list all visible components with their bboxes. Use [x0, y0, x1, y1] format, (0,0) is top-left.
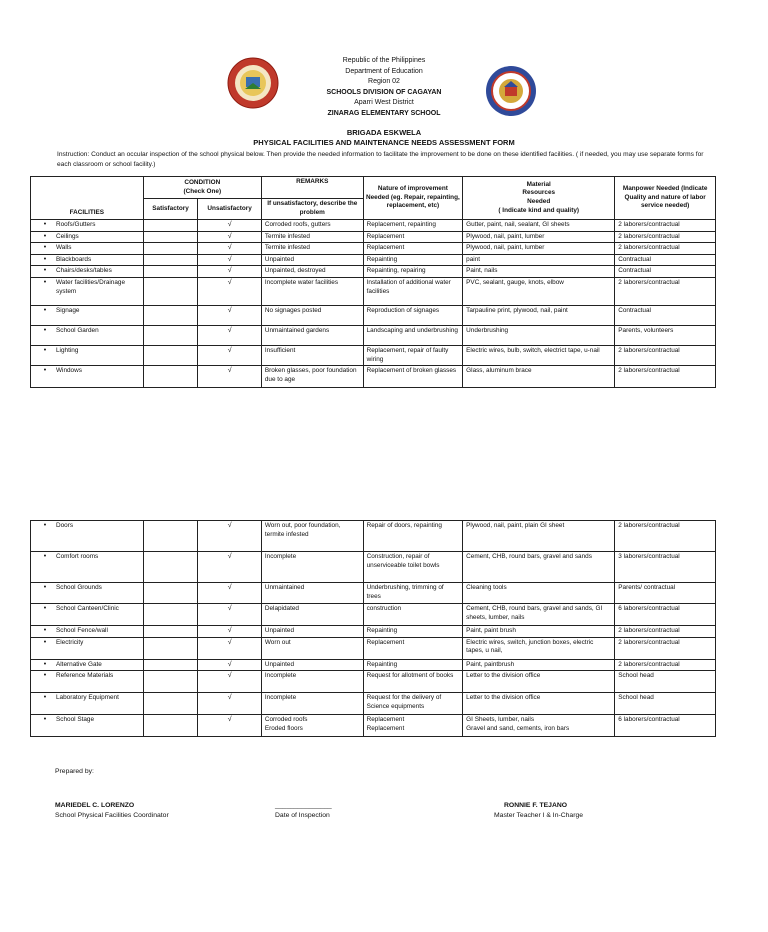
assessment-table-1: [30, 176, 716, 388]
facility-cell: [31, 231, 144, 243]
improvement-cell: Request for the delivery of Science equipments: [363, 693, 463, 715]
material-cell: Glass, aluminum brace: [463, 366, 615, 388]
check-mark-icon: √: [227, 244, 232, 252]
table-row: [31, 583, 716, 604]
date-label: Date of Inspection: [275, 812, 330, 819]
facility-cell: [31, 521, 144, 552]
satisfactory-cell: [143, 305, 198, 325]
facility-name: Windows: [56, 367, 82, 375]
facility-cell: [31, 637, 144, 659]
material-cell: Underbrushing: [463, 325, 615, 345]
table-row: [31, 305, 716, 325]
facility-cell: [31, 583, 144, 604]
remarks-cell: Delapidated: [261, 604, 363, 626]
manpower-cell: Contractual: [615, 305, 716, 325]
unsatisfactory-cell: [198, 604, 261, 626]
material-cell: Plywood, nail, paint, plain GI sheet: [463, 521, 615, 552]
material-cell: Paint, nails: [463, 266, 615, 278]
remarks-cell: Insufficient: [261, 345, 363, 365]
facility-name: Chairs/desks/tables: [56, 267, 112, 275]
header-check-one: (Check One): [183, 187, 222, 195]
check-mark-icon: √: [227, 522, 232, 529]
manpower-cell: Parents/ contractual: [615, 583, 716, 604]
manpower-cell: Contractual: [615, 254, 716, 266]
remarks-cell: Worn out, poor foundation, termite infested: [261, 521, 363, 552]
unsatisfactory-cell: [198, 521, 261, 552]
check-mark-icon: √: [227, 255, 232, 263]
improvement-cell: Replacement of broken glasses: [363, 366, 463, 388]
satisfactory-cell: [143, 366, 198, 388]
bullet-icon: •: [43, 278, 47, 286]
material-cell: Electric wires, switch, junction boxes, electric tapes, u nail,: [463, 637, 615, 659]
signatory-2: [494, 801, 583, 821]
check-mark-icon: √: [227, 232, 232, 240]
facility-cell: [31, 715, 144, 737]
table-row: [31, 626, 716, 638]
header-material-1: Material: [526, 180, 551, 188]
check-mark-icon: √: [227, 326, 232, 334]
facility-cell: [31, 266, 144, 278]
table-row: [31, 521, 716, 552]
improvement-cell: Installation of additional water facilities: [363, 277, 463, 305]
remarks-cell: Unmaintained gardens: [261, 325, 363, 345]
bullet-icon: •: [43, 221, 47, 228]
table-row: [31, 671, 716, 693]
check-mark-icon: √: [227, 694, 232, 702]
bullet-icon: •: [43, 522, 47, 529]
improvement-cell: Repainting: [363, 254, 463, 266]
facility-cell: [31, 277, 144, 305]
manpower-cell: 2 laborers/contractual: [615, 366, 716, 388]
table-row: [31, 552, 716, 583]
unsatisfactory-cell: [198, 693, 261, 715]
unsatisfactory-cell: [198, 583, 261, 604]
material-cell: paint: [463, 254, 615, 266]
check-mark-icon: √: [227, 553, 232, 560]
check-mark-icon: √: [227, 660, 232, 668]
bullet-icon: •: [43, 553, 47, 560]
bullet-icon: •: [43, 232, 47, 240]
signatory-1-role: School Physical Facilities Coordinator: [55, 812, 169, 819]
header-improvement: Nature of improvement Needed (eg. Repair, repainting, replacement, etc): [363, 177, 463, 220]
material-cell: Electric wires, bulb, switch, electrict tape, u-nail: [463, 345, 615, 365]
signatory-1: [55, 801, 169, 821]
manpower-cell: 2 laborers/contractual: [615, 626, 716, 638]
check-mark-icon: √: [227, 584, 232, 591]
manpower-cell: 2 laborers/contractual: [615, 637, 716, 659]
material-cell: Paint, paint brush: [463, 626, 615, 638]
header-manpower: Manpower Needed (Indicate Quality and nature of labor service needed): [615, 177, 716, 220]
division-text: SCHOOLS DIVISION OF CAGAYAN: [326, 88, 442, 96]
material-cell: Tarpauline print, plywood, nail, paint: [463, 305, 615, 325]
material-cell: Cement, CHB, round bars, gravel and sands, GI sheets, lumber, nails: [463, 604, 615, 626]
remarks-cell: Worn out: [261, 637, 363, 659]
satisfactory-cell: [143, 583, 198, 604]
remarks-cell: Termite infested: [261, 231, 363, 243]
table-row: [31, 277, 716, 305]
material-cell: GI Sheets, lumber, nails Gravel and sand, cements, iron bars: [463, 715, 615, 737]
check-mark-icon: √: [227, 221, 232, 228]
facility-name: School Canteen/Clinic: [56, 605, 119, 612]
remarks-cell: Incomplete: [261, 693, 363, 715]
satisfactory-cell: [143, 659, 198, 671]
bullet-icon: •: [43, 255, 47, 263]
facility-name: School Garden: [56, 326, 99, 334]
remarks-cell: Unpainted: [261, 254, 363, 266]
check-mark-icon: √: [227, 716, 232, 724]
check-mark-icon: √: [227, 267, 232, 275]
unsatisfactory-cell: [198, 659, 261, 671]
satisfactory-cell: [143, 345, 198, 365]
facility-name: Water facilities/Drainage system: [56, 278, 126, 295]
republic-text: Republic of the Philippines: [342, 57, 426, 64]
unsatisfactory-cell: [198, 671, 261, 693]
inspection-date: [275, 801, 332, 821]
facility-cell: [31, 693, 144, 715]
facility-cell: [31, 552, 144, 583]
facility-name: School Grounds: [56, 584, 102, 591]
remarks-cell: Incomplete: [261, 552, 363, 583]
facility-cell: [31, 345, 144, 365]
material-cell: Cleaning tools: [463, 583, 615, 604]
unsatisfactory-cell: [198, 552, 261, 583]
material-cell: Letter to the division office: [463, 671, 615, 693]
bullet-icon: •: [43, 306, 47, 314]
table-row: [31, 637, 716, 659]
satisfactory-cell: [143, 325, 198, 345]
table-row: [31, 659, 716, 671]
remarks-cell: Unmaintained: [261, 583, 363, 604]
bullet-icon: •: [43, 672, 47, 680]
unsatisfactory-cell: [198, 243, 261, 255]
facility-name: Comfort rooms: [56, 553, 99, 560]
manpower-cell: Parents, volunteers: [615, 325, 716, 345]
improvement-cell: Reproduction of signages: [363, 305, 463, 325]
facility-name: School Fence/wall: [56, 627, 108, 634]
prepared-by-label: Prepared by:: [55, 768, 94, 775]
unsatisfactory-cell: [198, 637, 261, 659]
material-cell: PVC, sealant, gauge, knots, elbow: [463, 277, 615, 305]
unsatisfactory-cell: [198, 325, 261, 345]
manpower-cell: 2 laborers/contractual: [615, 659, 716, 671]
facility-name: Blackboards: [56, 255, 92, 263]
facility-cell: [31, 243, 144, 255]
table-row: [31, 366, 716, 388]
table-row: [31, 266, 716, 278]
remarks-cell: Corroded roofs Eroded floors: [261, 715, 363, 737]
form-title: BRIGADA ESKWELA: [346, 128, 422, 137]
improvement-cell: Repainting: [363, 659, 463, 671]
manpower-cell: 2 laborers/contractual: [615, 521, 716, 552]
remarks-cell: Broken glasses, poor foundation due to age: [261, 366, 363, 388]
signatory-1-name: MARIEDEL C. LORENZO: [55, 802, 135, 809]
satisfactory-cell: [143, 671, 198, 693]
bullet-icon: •: [43, 605, 47, 612]
facility-name: Walls: [56, 244, 72, 252]
facility-name: Alternative Gate: [56, 660, 102, 668]
department-text: Department of Education: [345, 67, 423, 75]
satisfactory-cell: [143, 693, 198, 715]
satisfactory-cell: [143, 637, 198, 659]
facility-cell: [31, 366, 144, 388]
table-row: [31, 231, 716, 243]
header-material-3: Needed: [527, 198, 551, 205]
facility-name: Doors: [56, 522, 74, 529]
header-material-2: Resources: [522, 189, 556, 197]
unsatisfactory-cell: [198, 345, 261, 365]
check-mark-icon: √: [227, 638, 232, 646]
improvement-cell: construction: [363, 604, 463, 626]
check-mark-icon: √: [227, 278, 232, 286]
unsatisfactory-cell: [198, 254, 261, 266]
facility-name: Electricity: [56, 638, 84, 646]
manpower-cell: Contractual: [615, 266, 716, 278]
improvement-cell: Construction, repair of unserviceable toilet bowls: [363, 552, 463, 583]
signatory-2-role: Master Teacher I & In-Charge: [494, 812, 584, 819]
material-cell: Paint, paintbrush: [463, 659, 615, 671]
facility-cell: [31, 626, 144, 638]
unsatisfactory-cell: [198, 626, 261, 638]
remarks-cell: Unpainted, destroyed: [261, 266, 363, 278]
unsatisfactory-cell: [198, 220, 261, 232]
table-row: [31, 325, 716, 345]
satisfactory-cell: [143, 552, 198, 583]
header-material-4: ( Indicate kind and quality): [498, 206, 580, 214]
header-unsatisfactory: Unsatisfactory: [198, 199, 261, 220]
signatory-2-name: RONNIE F. TEJANO: [504, 802, 568, 809]
header-facilities: FACILITIES: [31, 177, 144, 220]
improvement-cell: Replacement: [363, 231, 463, 243]
facility-cell: [31, 254, 144, 266]
check-mark-icon: √: [227, 627, 232, 634]
material-cell: Plywood, nail, paint, lumber: [463, 243, 615, 255]
satisfactory-cell: [143, 243, 198, 255]
facility-name: Laboratory Equipment: [56, 694, 119, 702]
manpower-cell: School head: [615, 693, 716, 715]
unsatisfactory-cell: [198, 366, 261, 388]
satisfactory-cell: [143, 231, 198, 243]
material-cell: Plywood, nail, paint, lumber: [463, 231, 615, 243]
header-material: [463, 177, 615, 220]
manpower-cell: 2 laborers/contractual: [615, 345, 716, 365]
remarks-cell: Termite infested: [261, 243, 363, 255]
facility-cell: [31, 604, 144, 626]
manpower-cell: School head: [615, 671, 716, 693]
table-row: [31, 345, 716, 365]
facility-name: Signage: [56, 306, 80, 314]
improvement-cell: Replacement, repair of faulty wiring: [363, 345, 463, 365]
satisfactory-cell: [143, 521, 198, 552]
header-condition-label: CONDITION: [184, 178, 221, 186]
school-name: ZINARAG ELEMENTARY SCHOOL: [327, 109, 441, 117]
manpower-cell: 2 laborers/contractual: [615, 231, 716, 243]
improvement-cell: Replacement: [363, 243, 463, 255]
remarks-cell: Unpainted: [261, 659, 363, 671]
check-mark-icon: √: [227, 672, 232, 680]
manpower-cell: 3 laborers/contractual: [615, 552, 716, 583]
manpower-cell: 6 laborers/contractual: [615, 715, 716, 737]
check-mark-icon: √: [227, 605, 232, 612]
facility-name: Lighting: [56, 346, 79, 354]
facility-name: Reference Materials: [56, 672, 114, 680]
table-row: [31, 715, 716, 737]
improvement-cell: Request for allotment of books: [363, 671, 463, 693]
material-cell: Gutter, paint, nail, sealant, GI sheets: [463, 220, 615, 232]
bullet-icon: •: [43, 716, 47, 724]
facility-name: School Stage: [56, 716, 95, 724]
bullet-icon: •: [43, 267, 47, 275]
table-row: [31, 604, 716, 626]
instruction-text: Instruction: Conduct an occular inspection of the school physical below. Then provide the needed information to facilitate the improvement to be done on these identified facilities. ( if needed, you may use separate forms for each classroom or school facility.): [57, 151, 704, 168]
manpower-cell: 2 laborers/contractual: [615, 277, 716, 305]
bullet-icon: •: [43, 326, 47, 334]
satisfactory-cell: [143, 266, 198, 278]
unsatisfactory-cell: [198, 277, 261, 305]
improvement-cell: Repainting: [363, 626, 463, 638]
district-text: Aparri West District: [354, 99, 414, 107]
table-row: [31, 243, 716, 255]
facility-cell: [31, 325, 144, 345]
improvement-cell: Underbrushing, trimming of trees: [363, 583, 463, 604]
manpower-cell: 6 laborers/contractual: [615, 604, 716, 626]
remarks-cell: Corroded roofs, gutters: [261, 220, 363, 232]
improvement-cell: Replacement Replacement: [363, 715, 463, 737]
improvement-cell: Landscaping and underbrushing: [363, 325, 463, 345]
improvement-cell: Replacement: [363, 637, 463, 659]
bullet-icon: •: [43, 627, 47, 634]
remarks-cell: Incomplete water facilities: [261, 277, 363, 305]
satisfactory-cell: [143, 626, 198, 638]
material-cell: Letter to the division office: [463, 693, 615, 715]
facility-name: Roofs/Gutters: [56, 221, 96, 228]
facility-cell: [31, 220, 144, 232]
satisfactory-cell: [143, 254, 198, 266]
manpower-cell: 2 laborers/contractual: [615, 243, 716, 255]
check-mark-icon: √: [227, 367, 232, 375]
satisfactory-cell: [143, 604, 198, 626]
check-mark-icon: √: [227, 346, 232, 354]
bullet-icon: •: [43, 694, 47, 702]
improvement-cell: Repair of doors, repainting: [363, 521, 463, 552]
bullet-icon: •: [43, 638, 47, 646]
facility-cell: [31, 305, 144, 325]
bullet-icon: •: [43, 584, 47, 591]
unsatisfactory-cell: [198, 231, 261, 243]
assessment-table-2: [30, 520, 716, 737]
header-remarks-sub: If unsatisfactory, describe the problem: [261, 199, 363, 220]
facility-name: Ceilings: [56, 232, 79, 240]
region-text: Region 02: [368, 78, 400, 86]
remarks-cell: No signages posted: [261, 305, 363, 325]
remarks-cell: Incomplete: [261, 671, 363, 693]
check-mark-icon: √: [227, 306, 232, 314]
bullet-icon: •: [43, 346, 47, 354]
header-remarks: REMARKS: [261, 177, 363, 199]
facility-cell: [31, 671, 144, 693]
date-line: _______________: [275, 802, 332, 809]
bullet-icon: •: [43, 244, 47, 252]
header-satisfactory: Satisfactory: [143, 199, 198, 220]
unsatisfactory-cell: [198, 305, 261, 325]
form-subtitle: PHYSICAL FACILITIES AND MAINTENANCE NEEDS ASSESSMENT FORM: [253, 138, 515, 147]
satisfactory-cell: [143, 715, 198, 737]
improvement-cell: Repainting, repairing: [363, 266, 463, 278]
unsatisfactory-cell: [198, 715, 261, 737]
table-row: [31, 254, 716, 266]
improvement-cell: Replacement, repainting: [363, 220, 463, 232]
satisfactory-cell: [143, 277, 198, 305]
bullet-icon: •: [43, 660, 47, 668]
remarks-cell: Unpainted: [261, 626, 363, 638]
manpower-cell: 2 laborers/contractual: [615, 220, 716, 232]
table-row: [31, 220, 716, 232]
facility-cell: [31, 659, 144, 671]
letterhead: [200, 56, 568, 120]
table-row: [31, 693, 716, 715]
unsatisfactory-cell: [198, 266, 261, 278]
satisfactory-cell: [143, 220, 198, 232]
material-cell: Cement, CHB, round bars, gravel and sands: [463, 552, 615, 583]
header-condition: [143, 177, 261, 199]
bullet-icon: •: [43, 367, 47, 375]
